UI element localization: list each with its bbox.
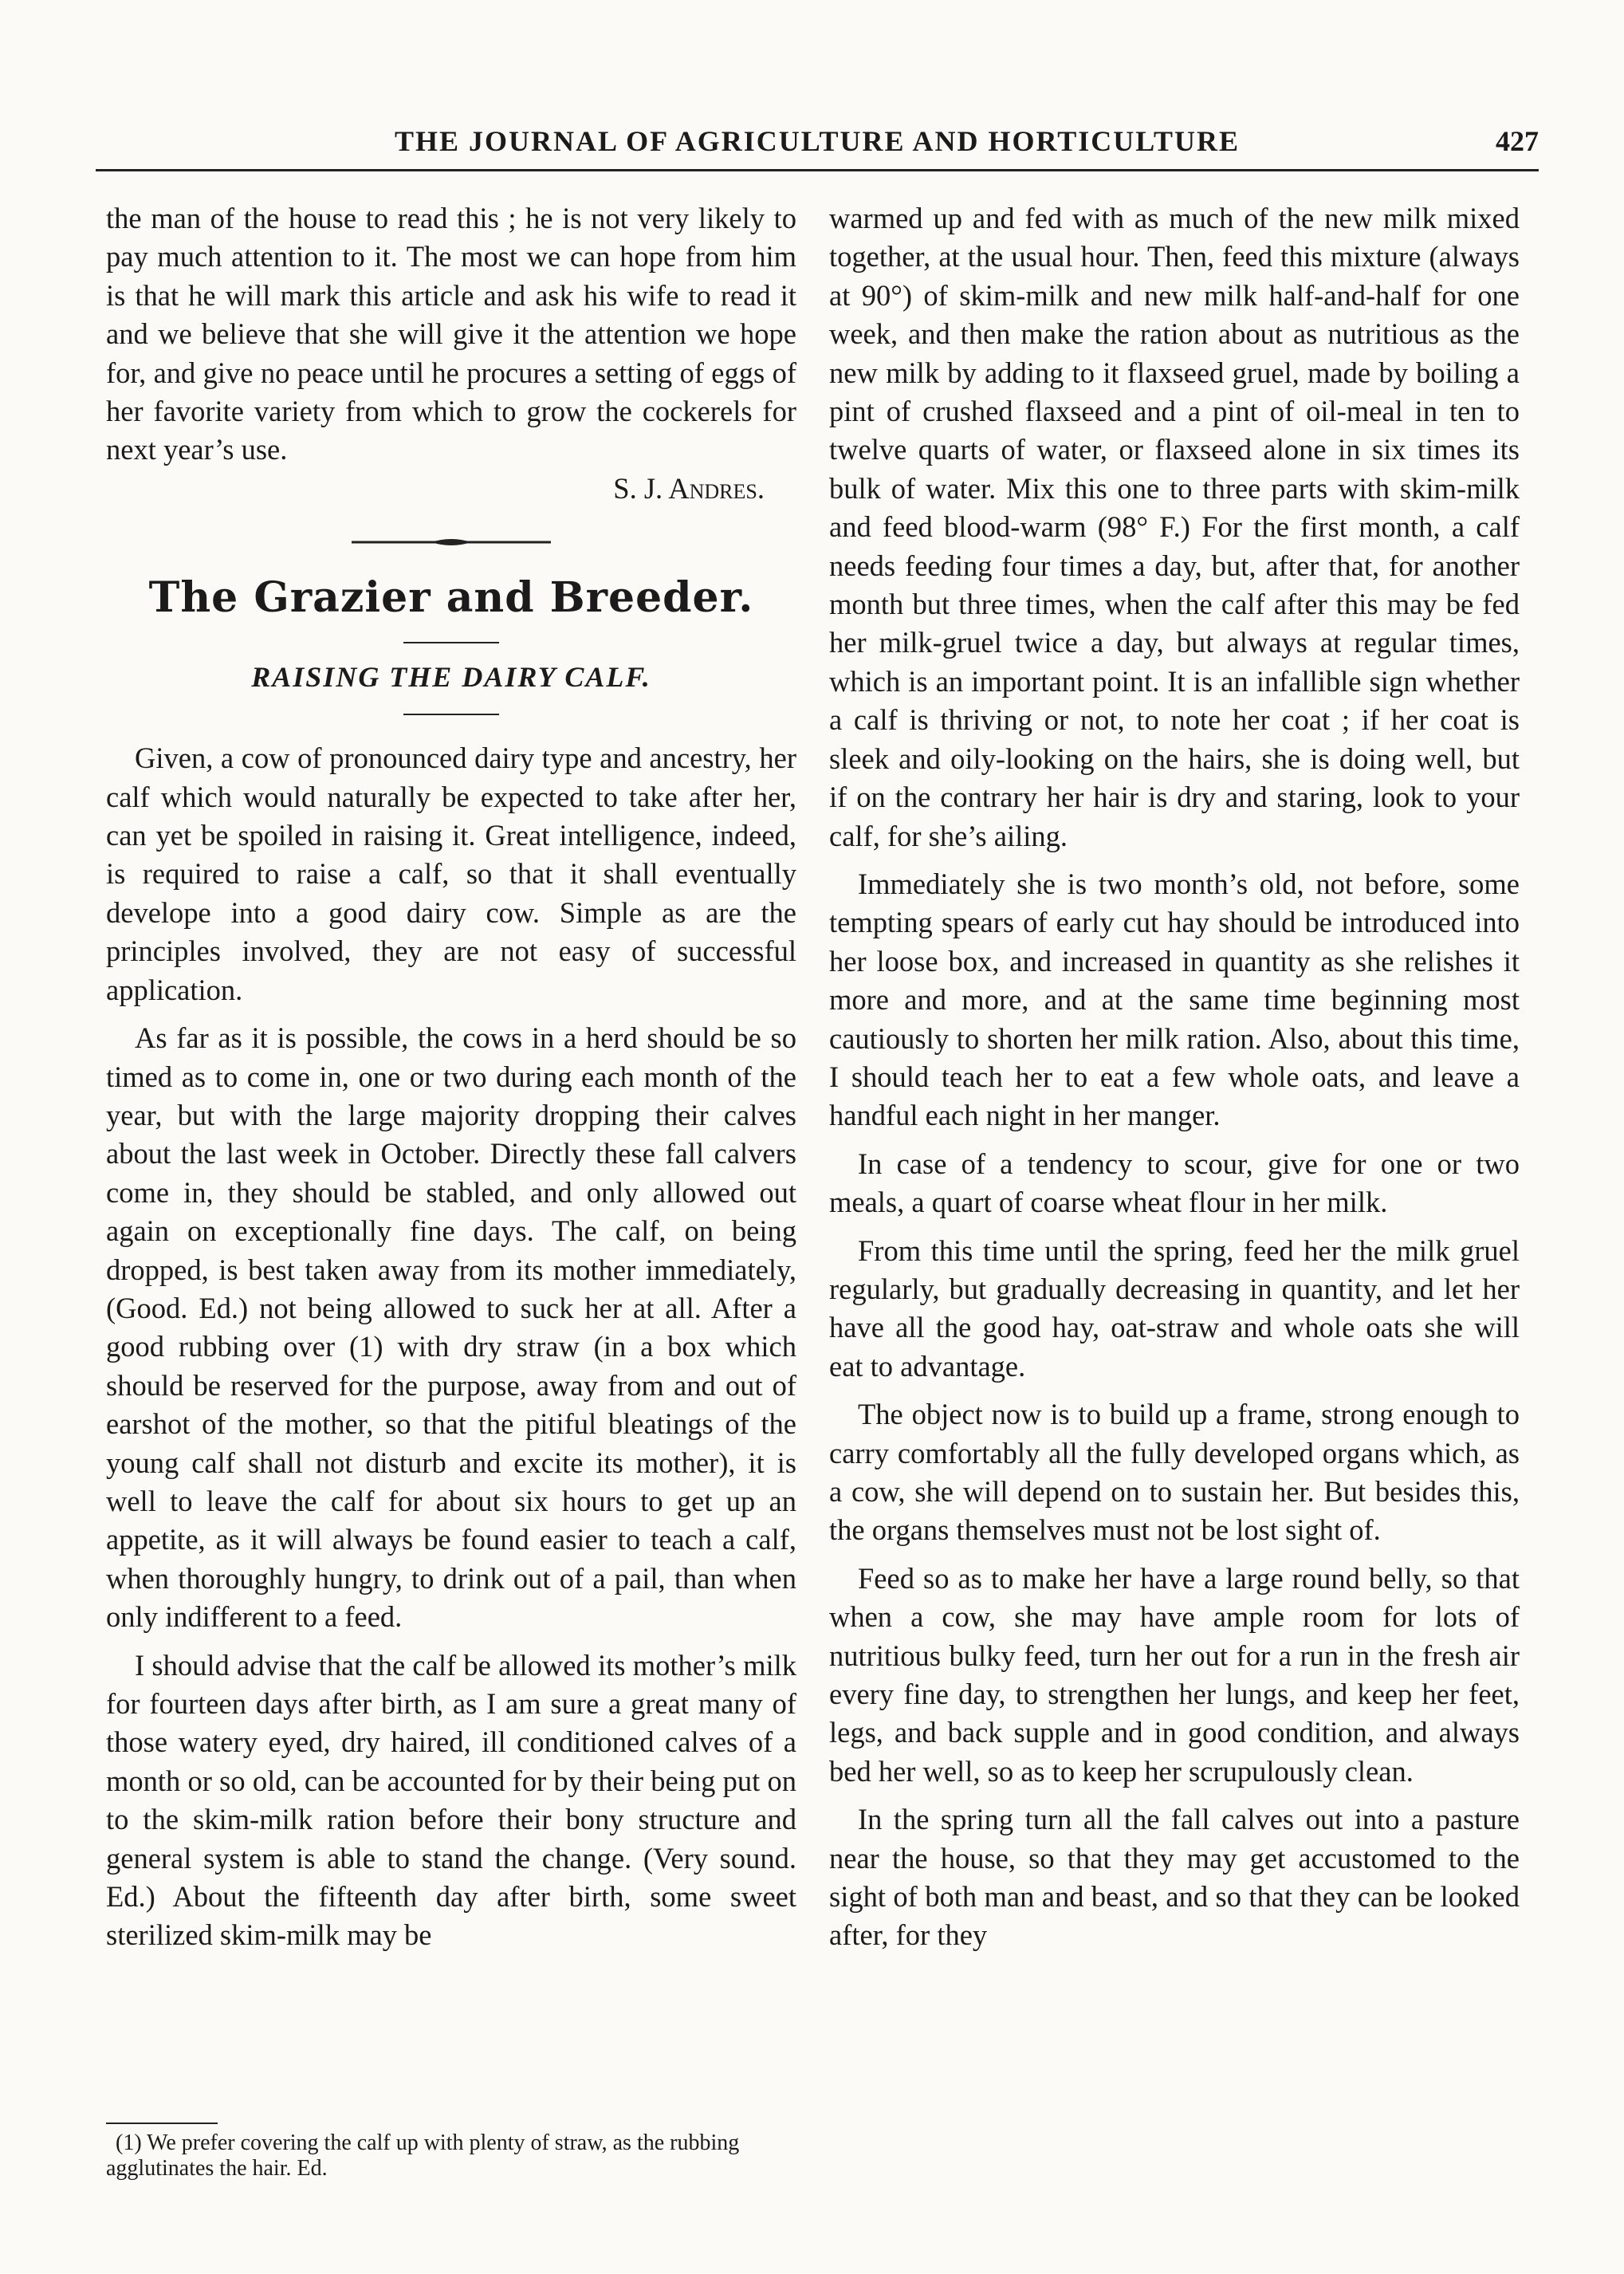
paragraph: warmed up and fed with as much of the new milk mixed together, at the usual hour. Then, feed this mixture (always at 90°) of skim-milk and new milk half-and-half for one week, and then make the ration about as nutritious as the new milk by adding to it flaxseed gruel, made by boiling a pint of crushed flaxseed and a pint of oil-meal in ten to twelve quarts of water, or flaxseed alone in six times its bulk of water. Mix this one to three parts with skim-milk and feed blood-warm (98° F.) For the first month, a calf needs feeding four times a day, but, after that, for another month but three times, when the calf after this may be fed her milk-gruel twice a day, but always at regular times, which is an important point. It is an infallible sign whether a calf is thriving or not, to note her coat ; if her coat is sleek and oily-looking on the hairs, she is doing well, but if on the contrary her hair is dry and staring, look to your calf, for she’s ailing. — [829, 202, 1520, 852]
title-rule-top — [403, 642, 499, 643]
title-rule-bottom — [403, 714, 499, 715]
left-column — [106, 199, 796, 1955]
department-title: The Grazier and Breeder. — [148, 573, 754, 623]
author-signature: S. J. Andres. — [613, 471, 765, 505]
paragraph: In case of a tendency to scour, give for one or two meals, a quart of coarse wheat flour in her milk. — [829, 1147, 1520, 1219]
header-rule — [96, 169, 1539, 171]
paragraph: Immediately she is two month’s old, not before, some tempting spears of early cut hay should be introduced into her loose box, and increased in quantity as she relishes it more and more, and at the same time beginning most cautiously to shorten her milk ration. Also, about this time, I should teach her to eat a few whole oats, and leave a handful each night in her manger. — [829, 867, 1520, 1132]
paragraph: In the spring turn all the fall calves out into a pasture near the house, so that they may get accustomed to the sight of both man and beast, and so that they can be looked after, for they — [829, 1803, 1520, 1952]
continued-paragraph: the man of the house to read this ; he is not very likely to pay much attention to it. The most we can hope from him is that he will mark this article and ask his wife to read it and we believe that she will give it the attention we hope for, and give no peace until he procures a setting of eggs of her favorite variety from which to grow the cockerels for next year’s use. — [106, 202, 796, 466]
paragraph: The object now is to build up a frame, strong enough to carry comfortably all the fully developed organs which, as a cow, she will depend on to sustain her. But besides this, the organs themselves must not be lost sight of. — [829, 1398, 1520, 1547]
footnote-rule — [106, 2123, 218, 2124]
paragraph: Given, a cow of pronounced dairy type and ancestry, her calf which would naturally be expected to take after her, can yet be spoiled in raising it. Great intelligence, indeed, is required to raise a calf, so that it shall eventually develope into a good dairy cow. Simple as are the principles involved, they are not easy of successful application. — [106, 742, 796, 1006]
running-header — [96, 120, 1539, 159]
footnote-text: (1) We prefer covering the calf up with plenty of straw, as the rubbing agglutinates the hair. Ed. — [106, 2130, 740, 2181]
paragraph: From this time until the spring, feed her the milk gruel regularly, but gradually decreasing in quantity, and let her have all the good hay, oat-straw and whole oats she will eat to advantage. — [829, 1233, 1520, 1383]
right-column — [829, 199, 1520, 1955]
footnote — [106, 2130, 796, 2182]
section-ornament — [106, 537, 796, 548]
article-title: RAISING THE DAIRY CALF. — [251, 661, 651, 694]
journal-title: THE JOURNAL OF AGRICULTURE AND HORTICULTURE — [395, 125, 1240, 157]
paragraph: I should advise that the calf be allowed its mother’s milk for fourteen days after birth, as I am sure a great many of those watery eyed, dry haired, ill conditioned calves of a month or so old, can be accounted for by their being put on to the skim-milk ration before their bony structure and general system is able to stand the change. (Very sound. Ed.) About the fifteenth day after birth, some sweet sterilized skim-milk may be — [106, 1648, 796, 1952]
paragraph: As far as it is possible, the cows in a herd should be so timed as to come in, one or two during each month of the year, but with the large majority dropping their calves about the last week in October. Directly these fall calvers come in, they should be stabled, and only allowed out again on exceptionally fine days. The calf, on being dropped, is best taken away from its mother immediately, (Good. Ed.) not being allowed to suck her at all. After a good rubbing over (1) with dry straw (in a box which should be reserved for the purpose, away from and out of earshot of the mother, so that the pitiful bleatings of the young calf shall not disturb and excite its mother), it is well to leave the calf for about six hours to get up an appetite, as it will always be found easier to teach a calf, when thoroughly hungry, to drink out of a pail, than when only indifferent to a feed. — [106, 1021, 796, 1634]
page-number: 427 — [1496, 125, 1539, 157]
paragraph: Feed so as to make her have a large round belly, so that when a cow, she may have ample room for lots of nutritious bulky feed, turn her out for a run in the fresh air every fine day, to strengthen her lungs, and keep her feet, legs, and back supple and in good condition, and always bed her well, so as to keep her scrupulously clean. — [829, 1561, 1520, 1788]
